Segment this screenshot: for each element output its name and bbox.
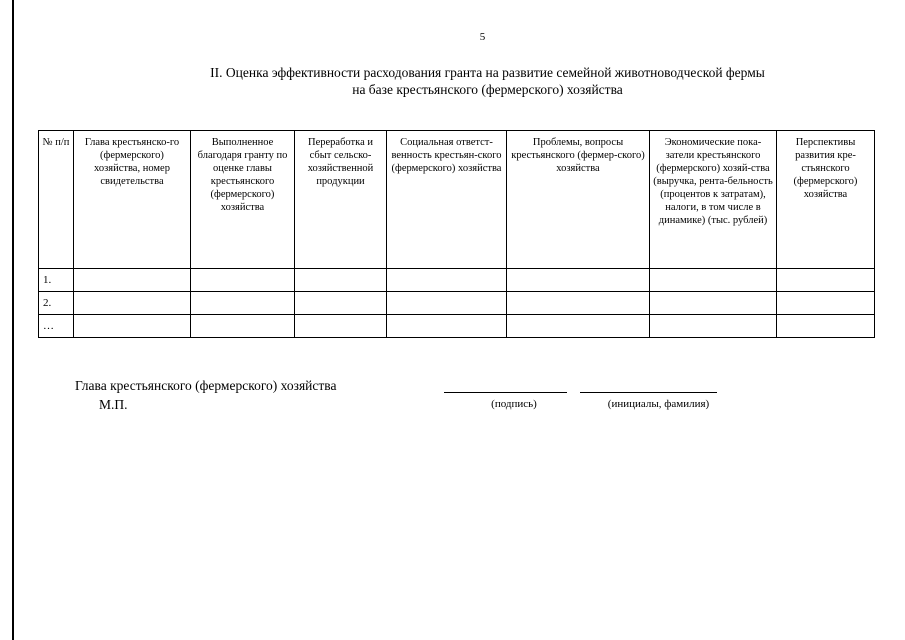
table-cell xyxy=(191,315,295,338)
table-cell xyxy=(650,269,777,292)
column-header-problems: Проблемы, вопросы крестьянского (фермер-ского) хозяйства xyxy=(507,131,650,269)
table-cell xyxy=(387,269,507,292)
table-row xyxy=(39,315,875,338)
table-cell xyxy=(650,292,777,315)
page-number: 5 xyxy=(479,31,486,43)
table-cell: 1. xyxy=(39,269,74,292)
table-cell xyxy=(387,315,507,338)
table-cell xyxy=(74,292,191,315)
table-cell xyxy=(507,292,650,315)
table-row xyxy=(39,292,875,315)
table-cell xyxy=(777,269,875,292)
table-cell xyxy=(74,269,191,292)
section-title-line-2: на базе крестьянского (фермерского) хозяйства xyxy=(352,82,623,97)
name-caption: (инициалы, фамилия) xyxy=(607,398,710,410)
table-cell xyxy=(191,292,295,315)
table-cell xyxy=(191,269,295,292)
column-header-prospects: Перспективы развития кре-стьянского (фермерского) хозяйства xyxy=(777,131,875,269)
table-cell: 2. xyxy=(39,292,74,315)
column-header-processing: Переработка и сбыт сельско-хозяйственной продукции xyxy=(295,131,387,269)
table-cell xyxy=(777,292,875,315)
signature-caption: (подпись) xyxy=(491,398,537,410)
column-header-social-responsibility: Социальная ответст-венность крестьян-ского (фермерского) хозяйства xyxy=(387,131,507,269)
column-header-farm-head: Глава крестьянско-го (фермерского) хозяйства, номер свидетельства xyxy=(74,131,191,269)
page-border-line xyxy=(12,0,14,640)
table-cell xyxy=(650,315,777,338)
table-row xyxy=(39,269,875,292)
section-title-line-1: II. Оценка эффективности расходования гранта на развитие семейной животноводческой фермы xyxy=(210,65,765,80)
name-line xyxy=(580,392,717,393)
column-header-economic-indicators: Экономические пока-затели крестьянского (фермерского) хозяй-ства (выручка, рента-бельность (процентов к затратам), налоги, в том числе в динамике) (тыс. рублей) xyxy=(650,131,777,269)
signature-line xyxy=(444,392,567,393)
table-cell: … xyxy=(39,315,74,338)
table-cell xyxy=(777,315,875,338)
signature-title: Глава крестьянского (фермерского) хозяйства xyxy=(75,378,337,393)
table-cell xyxy=(507,315,650,338)
table-cell xyxy=(295,292,387,315)
table-cell xyxy=(295,269,387,292)
table-header-row xyxy=(39,131,875,269)
evaluation-table xyxy=(38,130,875,338)
table-cell xyxy=(295,315,387,338)
column-header-completed: Выполненное благодаря гранту по оценке главы крестьянского (фермерского) хозяйства xyxy=(191,131,295,269)
signature-block xyxy=(0,378,905,418)
table-cell xyxy=(74,315,191,338)
table-cell xyxy=(387,292,507,315)
section-title xyxy=(70,64,905,98)
stamp-label: М.П. xyxy=(99,397,128,412)
column-header-number: № п/п xyxy=(39,131,74,269)
table-cell xyxy=(507,269,650,292)
